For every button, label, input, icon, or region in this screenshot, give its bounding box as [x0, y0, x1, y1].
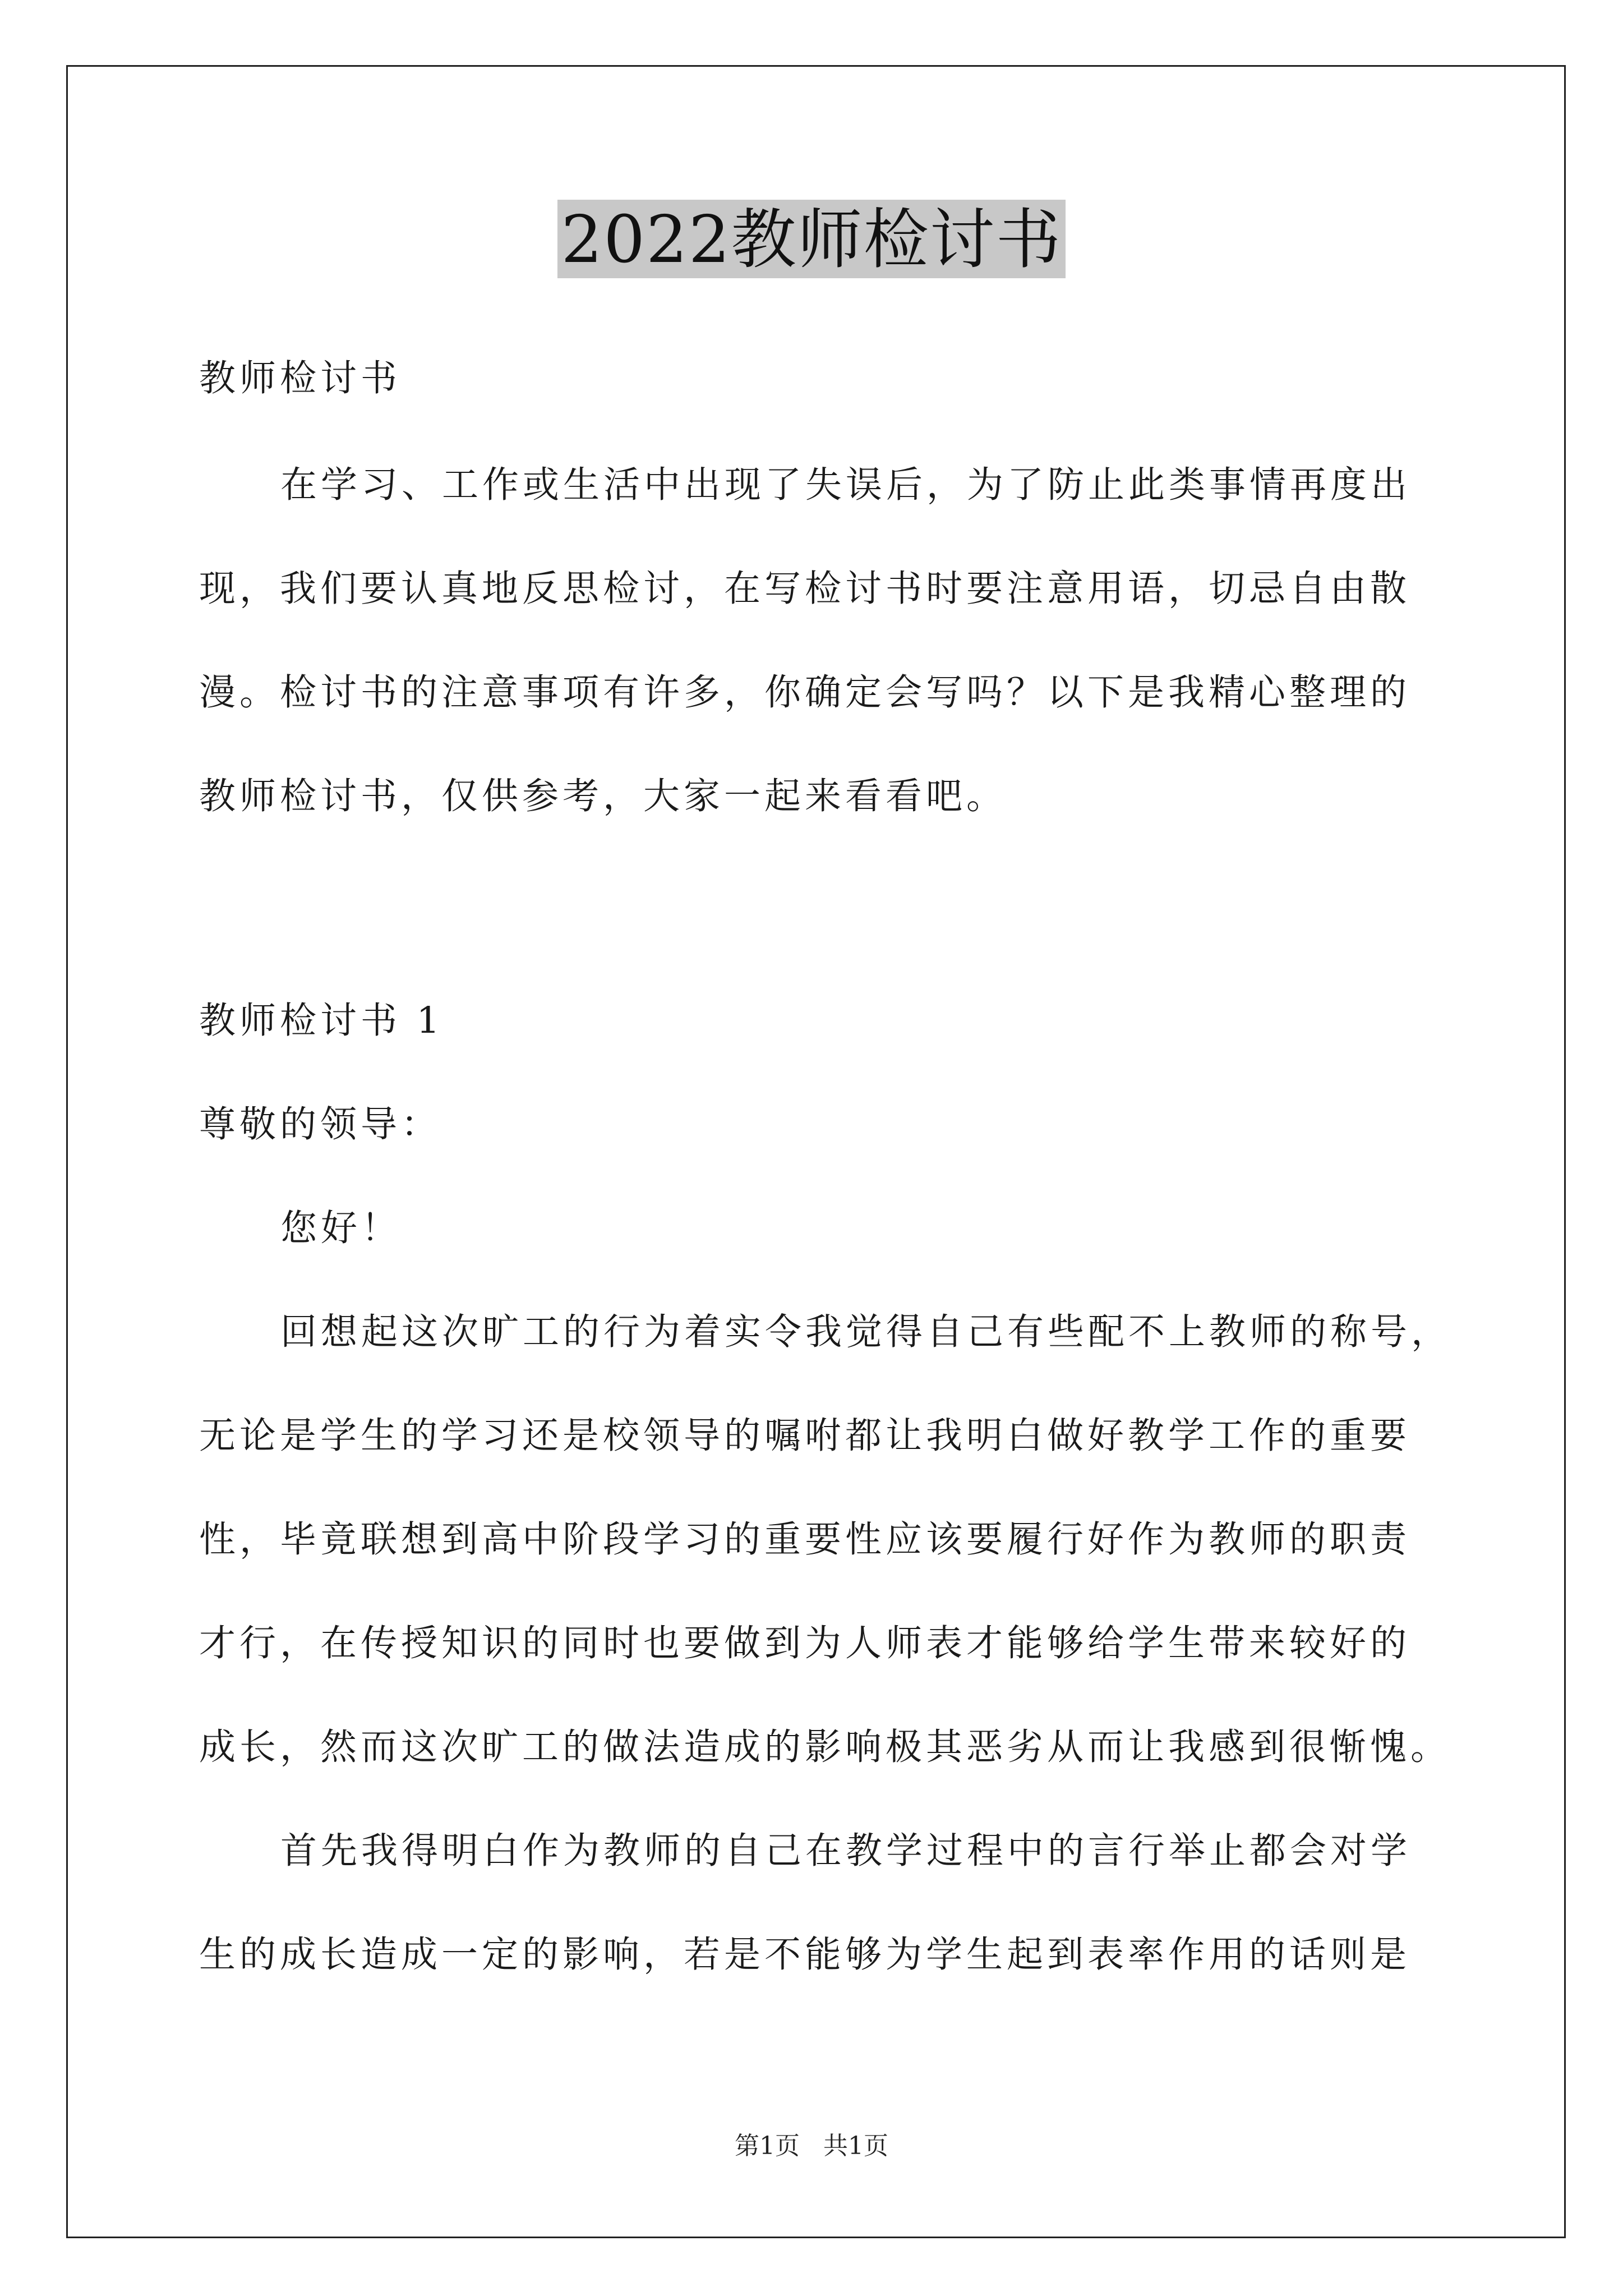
- body-line: 成长，然而这次旷工的做法造成的影响极其恶劣从而让我感到很惭愧。: [199, 1726, 1451, 1768]
- body-line: 生的成长造成一定的影响，若是不能够为学生起到表率作用的话则是: [199, 1934, 1411, 1976]
- body-line: 首先我得明白作为教师的自己在教学过程中的言行举止都会对学: [280, 1830, 1412, 1872]
- body-line: 才行，在传授知识的同时也要做到为人师表才能够给学生带来较好的: [199, 1622, 1411, 1664]
- greeting: 您好！: [280, 1207, 402, 1249]
- body-line: 回想起这次旷工的行为着实令我觉得自己有些配不上教师的称号，: [280, 1311, 1452, 1353]
- document-title: 2022教师检讨书: [557, 200, 1065, 278]
- intro-line: 在学习、工作或生活中出现了失误后，为了防止此类事情再度出: [280, 464, 1412, 506]
- body-line: 无论是学生的学习还是校领导的嘱咐都让我明白做好教学工作的重要: [199, 1415, 1411, 1457]
- salutation: 尊敬的领导：: [199, 1103, 442, 1145]
- intro-line: 漫。检讨书的注意事项有许多，你确定会写吗？以下是我精心整理的: [199, 671, 1411, 714]
- body-line: 性，毕竟联想到高中阶段学习的重要性应该要履行好作为教师的职责: [199, 1519, 1411, 1561]
- intro-line: 教师检讨书，仅供参考，大家一起来看看吧。: [199, 775, 1007, 817]
- section-heading: 教师检讨书 1: [199, 1000, 444, 1042]
- page-footer: 第1页 共1页: [735, 2132, 888, 2160]
- intro-line: 现，我们要认真地反思检讨，在写检讨书时要注意用语，切忌自由散: [199, 568, 1411, 610]
- subtitle: 教师检讨书: [199, 357, 402, 399]
- title-block: [0, 200, 1623, 278]
